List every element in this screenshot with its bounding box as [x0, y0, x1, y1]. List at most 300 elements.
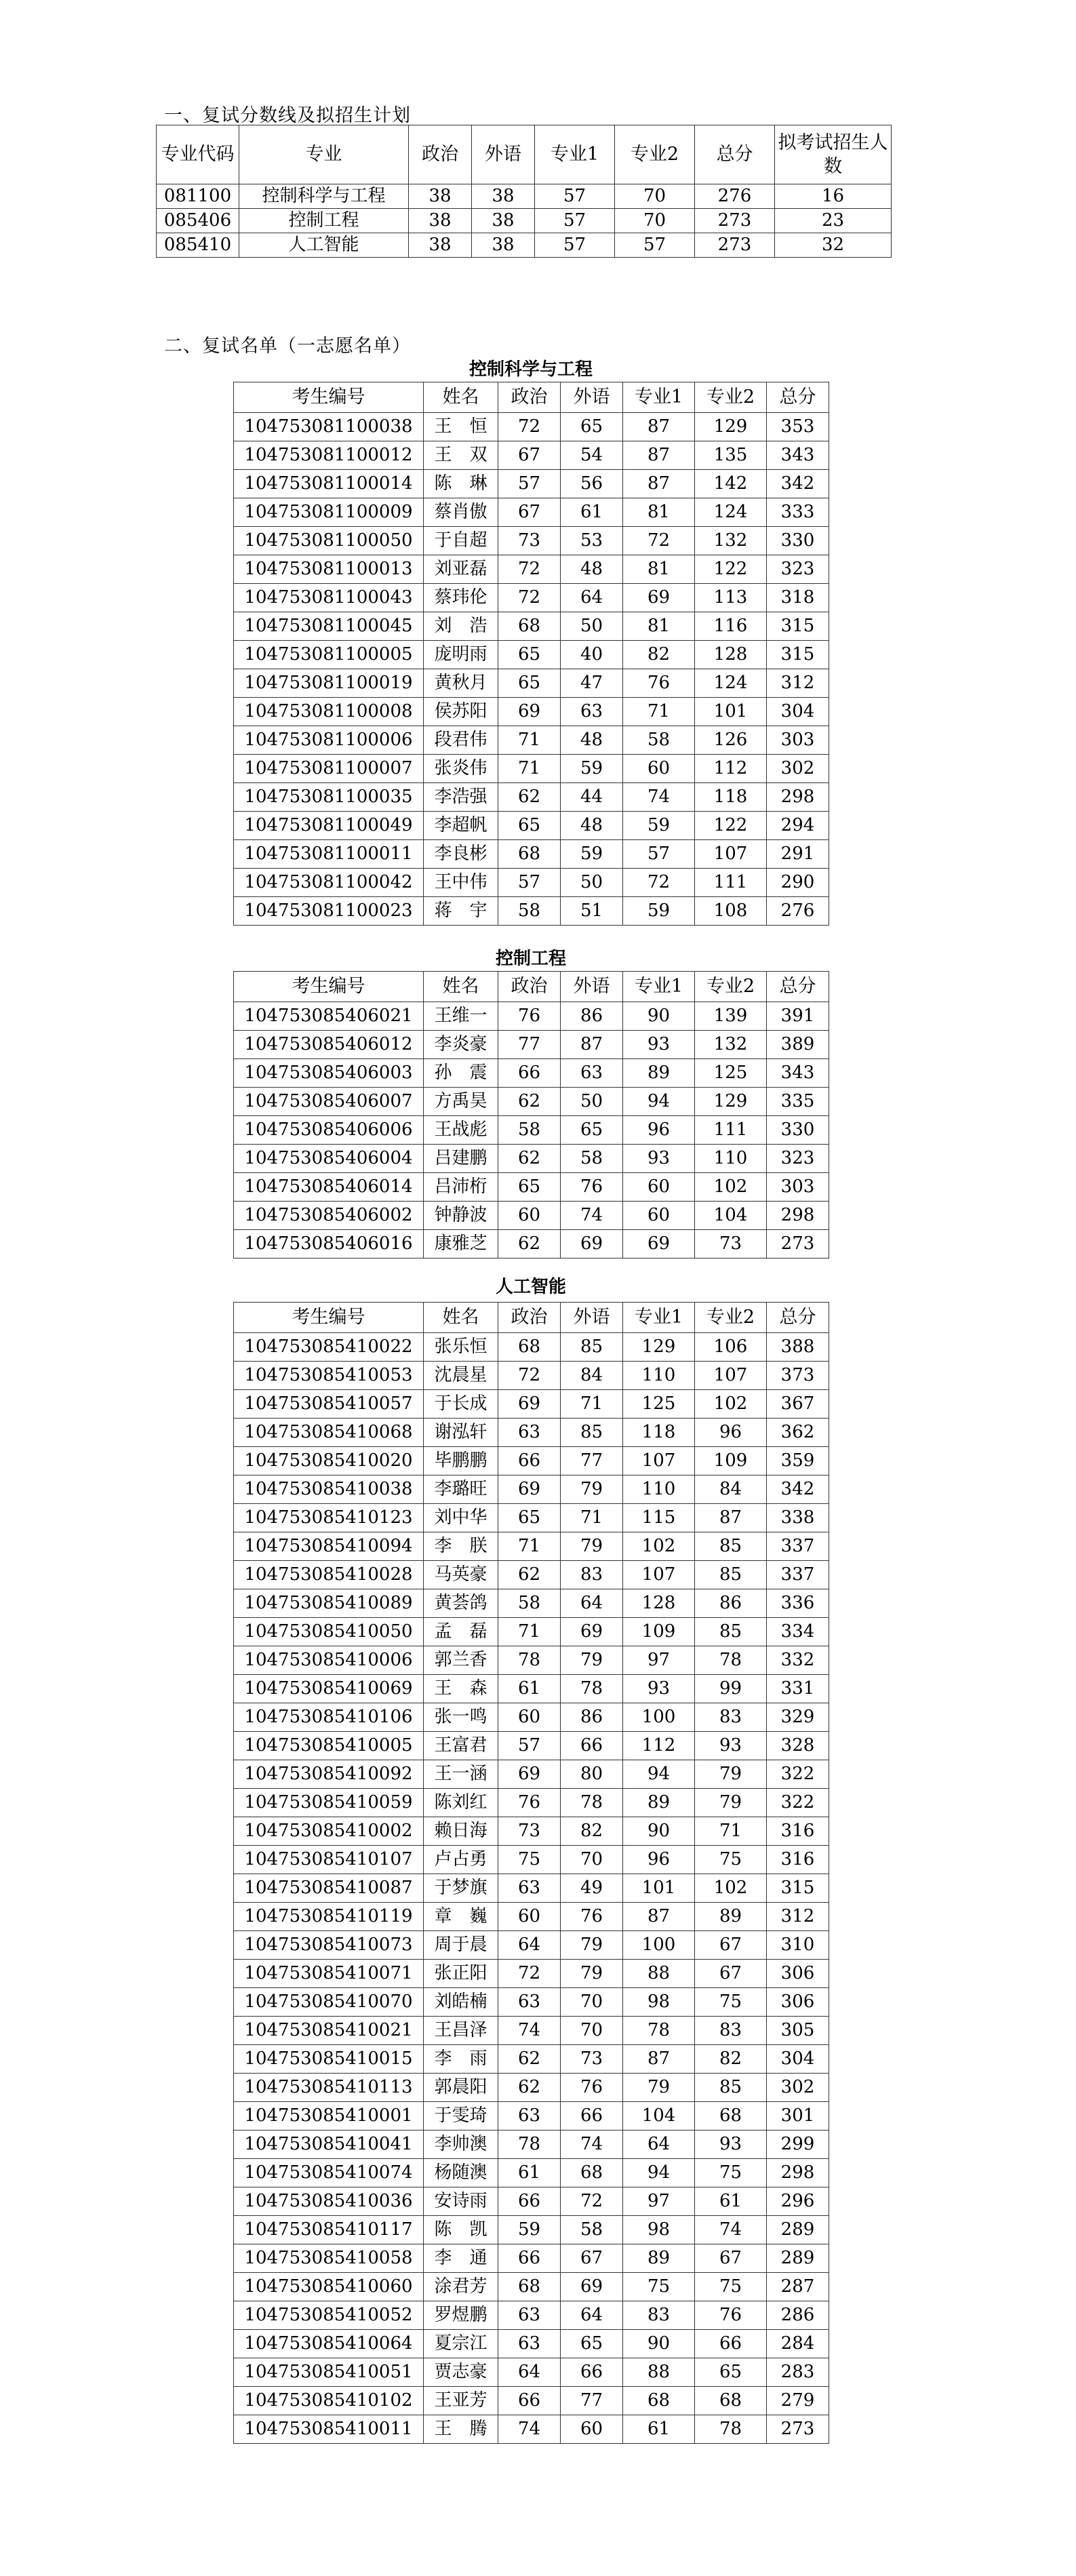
table-row — [234, 1362, 829, 1390]
table-cell: 93 — [623, 1031, 695, 1059]
table-row — [234, 2330, 829, 2358]
table-cell: 60 — [623, 755, 695, 783]
table-cell: 328 — [767, 1732, 829, 1760]
table-cell: 89 — [623, 1059, 695, 1088]
table-cell: 75 — [695, 1846, 767, 1874]
table-cell: 315 — [767, 641, 829, 669]
table-cell: 085410 — [157, 233, 239, 258]
table-cell: 104753085410002 — [234, 1817, 424, 1846]
table-cell: 59 — [561, 755, 623, 783]
table-row — [234, 1002, 829, 1031]
table-cell: 276 — [767, 897, 829, 926]
table-cell: 303 — [767, 1173, 829, 1202]
table-cell: 318 — [767, 584, 829, 612]
table-cell: 74 — [623, 783, 695, 812]
table-cell: 64 — [498, 1931, 561, 1960]
table-row — [157, 184, 892, 209]
column-header: 姓名 — [424, 972, 498, 1002]
table-cell: 89 — [623, 2244, 695, 2273]
table-cell: 132 — [695, 527, 767, 555]
table-cell: 338 — [767, 1504, 829, 1532]
table-cell: 101 — [623, 1874, 695, 1903]
table-cell: 342 — [767, 470, 829, 498]
table-row — [234, 1846, 829, 1874]
table-cell: 78 — [623, 2017, 695, 2045]
column-header: 考生编号 — [234, 972, 424, 1002]
table-cell: 85 — [561, 1333, 623, 1362]
table-cell: 104753081100042 — [234, 869, 424, 897]
table-row — [234, 2301, 829, 2330]
table-row — [234, 1817, 829, 1846]
table-row — [234, 2244, 829, 2273]
table-cell: 315 — [767, 1874, 829, 1903]
table-cell: 362 — [767, 1419, 829, 1447]
table-cell: 110 — [623, 1362, 695, 1390]
table-cell: 50 — [561, 612, 623, 641]
table-cell: 杨随澳 — [424, 2159, 498, 2187]
table-cell: 104753085410089 — [234, 1589, 424, 1618]
column-header: 专业2 — [615, 125, 695, 184]
table-cell: 57 — [498, 470, 561, 498]
table-cell: 73 — [498, 1817, 561, 1846]
table-cell: 63 — [561, 1059, 623, 1088]
table-cell: 104753085406002 — [234, 1202, 424, 1230]
table-cell: 60 — [498, 1903, 561, 1931]
admission-plan-table — [156, 125, 892, 258]
column-header: 总分 — [767, 382, 829, 413]
table-row — [234, 2159, 829, 2187]
table-row — [234, 2358, 829, 2387]
table-cell: 86 — [561, 1002, 623, 1031]
table-cell: 87 — [623, 2045, 695, 2074]
table-cell: 75 — [695, 2273, 767, 2301]
table-cell: 钟静波 — [424, 1202, 498, 1230]
table-cell: 104 — [695, 1202, 767, 1230]
table-row — [234, 2045, 829, 2074]
table-row — [157, 209, 892, 233]
column-header: 专业1 — [623, 1303, 695, 1333]
table-cell: 104753085410070 — [234, 1988, 424, 2017]
table-cell: 刘 浩 — [424, 612, 498, 641]
table-cell: 104753081100013 — [234, 555, 424, 584]
table-cell: 79 — [561, 1532, 623, 1561]
table-row — [234, 2131, 829, 2159]
table-cell: 68 — [695, 2102, 767, 2131]
table-row — [234, 669, 829, 698]
table-row — [234, 1059, 829, 1088]
table-row — [234, 1732, 829, 1760]
table-cell: 64 — [561, 584, 623, 612]
table-cell: 76 — [561, 2074, 623, 2102]
table-cell: 62 — [498, 1088, 561, 1116]
table-cell: 303 — [767, 726, 829, 755]
table-cell: 王 腾 — [424, 2415, 498, 2444]
column-header: 外语 — [561, 382, 623, 413]
table-cell: 104753085410060 — [234, 2273, 424, 2301]
table-cell: 273 — [767, 2415, 829, 2444]
table-cell: 61 — [623, 2415, 695, 2444]
table-cell: 104753085410006 — [234, 1646, 424, 1675]
table-cell: 78 — [695, 2415, 767, 2444]
table-cell: 113 — [695, 584, 767, 612]
table-row — [234, 1874, 829, 1903]
table-cell: 128 — [695, 641, 767, 669]
table-cell: 301 — [767, 2102, 829, 2131]
table-cell: 107 — [623, 1561, 695, 1589]
table-cell: 76 — [498, 1002, 561, 1031]
table-cell: 75 — [695, 1988, 767, 2017]
table-cell: 于雯琦 — [424, 2102, 498, 2131]
table-cell: 106 — [695, 1333, 767, 1362]
table-cell: 谢泓轩 — [424, 1419, 498, 1447]
table-cell: 273 — [695, 233, 775, 258]
table-cell: 104753081100005 — [234, 641, 424, 669]
table-cell: 129 — [623, 1333, 695, 1362]
table-cell: 104753081100038 — [234, 413, 424, 441]
table-cell: 337 — [767, 1532, 829, 1561]
table-cell: 78 — [498, 1646, 561, 1675]
table-cell: 69 — [498, 1390, 561, 1419]
table-cell: 38 — [409, 233, 472, 258]
table-cell: 329 — [767, 1703, 829, 1732]
table-cell: 63 — [498, 2102, 561, 2131]
table-cell: 108 — [695, 897, 767, 926]
column-header: 政治 — [498, 972, 561, 1002]
table-cell: 83 — [695, 1703, 767, 1732]
table-cell: 38 — [472, 233, 535, 258]
table-row — [234, 2102, 829, 2131]
table-cell: 104753081100035 — [234, 783, 424, 812]
table-cell: 110 — [695, 1145, 767, 1173]
table-cell: 104753085410011 — [234, 2415, 424, 2444]
table-cell: 322 — [767, 1789, 829, 1817]
table-cell: 63 — [498, 1988, 561, 2017]
table-cell: 129 — [695, 413, 767, 441]
table-cell: 吕沛桁 — [424, 1173, 498, 1202]
table-cell: 273 — [695, 209, 775, 233]
table-cell: 100 — [623, 1703, 695, 1732]
table-cell: 60 — [561, 2415, 623, 2444]
table-cell: 90 — [623, 2330, 695, 2358]
table-row — [234, 1931, 829, 1960]
table-cell: 蔡玮伦 — [424, 584, 498, 612]
table-row — [234, 2273, 829, 2301]
table-cell: 286 — [767, 2301, 829, 2330]
table-cell: 孟 磊 — [424, 1618, 498, 1646]
table-row — [234, 840, 829, 869]
table-cell: 陈刘红 — [424, 1789, 498, 1817]
table-cell: 63 — [498, 2301, 561, 2330]
table-cell: 58 — [498, 897, 561, 926]
table-cell: 王富君 — [424, 1732, 498, 1760]
table-cell: 104753085406003 — [234, 1059, 424, 1088]
table-cell: 64 — [498, 2358, 561, 2387]
table-cell: 336 — [767, 1589, 829, 1618]
table-cell: 蔡肖傲 — [424, 498, 498, 527]
table-cell: 96 — [623, 1116, 695, 1145]
table-cell: 69 — [498, 1475, 561, 1504]
table-cell: 76 — [498, 1789, 561, 1817]
table-row — [234, 1202, 829, 1230]
table-cell: 68 — [498, 1333, 561, 1362]
column-header: 外语 — [561, 972, 623, 1002]
table-row — [234, 1390, 829, 1419]
table-cell: 122 — [695, 555, 767, 584]
table-cell: 孙 震 — [424, 1059, 498, 1088]
table-cell: 104753081100023 — [234, 897, 424, 926]
table-row — [234, 612, 829, 641]
table-cell: 控制科学与工程 — [239, 184, 409, 209]
table-cell: 104753085410094 — [234, 1532, 424, 1561]
table-cell: 王维一 — [424, 1002, 498, 1031]
table-cell: 111 — [695, 1116, 767, 1145]
table-cell: 62 — [498, 1145, 561, 1173]
table-cell: 32 — [775, 233, 892, 258]
table-cell: 58 — [498, 1116, 561, 1145]
table-cell: 104753085410015 — [234, 2045, 424, 2074]
section2-title: 二、复试名单（一志愿名单） — [164, 336, 411, 357]
table-cell: 111 — [695, 869, 767, 897]
table-cell: 104753085410073 — [234, 1931, 424, 1960]
table-cell: 104753085410102 — [234, 2387, 424, 2415]
table-row — [234, 2187, 829, 2216]
table-cell: 322 — [767, 1760, 829, 1789]
table-cell: 316 — [767, 1846, 829, 1874]
table-cell: 104753081100019 — [234, 669, 424, 698]
column-header: 考生编号 — [234, 382, 424, 413]
group-caption: 控制工程 — [495, 949, 566, 969]
table-cell: 337 — [767, 1561, 829, 1589]
table-cell: 94 — [623, 1088, 695, 1116]
table-row — [234, 698, 829, 726]
table-cell: 81 — [623, 498, 695, 527]
table-row — [234, 1504, 829, 1532]
group-caption: 人工智能 — [495, 1277, 566, 1297]
table-cell: 104753085406014 — [234, 1173, 424, 1202]
table-cell: 李炎豪 — [424, 1031, 498, 1059]
table-header-row — [234, 1303, 829, 1333]
table-row — [234, 1646, 829, 1675]
table-cell: 94 — [623, 1760, 695, 1789]
table-cell: 312 — [767, 1903, 829, 1931]
table-cell: 48 — [561, 812, 623, 840]
table-cell: 38 — [409, 184, 472, 209]
table-cell: 116 — [695, 612, 767, 641]
table-cell: 李 朕 — [424, 1532, 498, 1561]
table-cell: 72 — [561, 2187, 623, 2216]
table-cell: 63 — [498, 2330, 561, 2358]
table-cell: 53 — [561, 527, 623, 555]
table-cell: 104753081100043 — [234, 584, 424, 612]
table-cell: 125 — [623, 1390, 695, 1419]
table-cell: 77 — [561, 1447, 623, 1475]
table-cell: 卢占勇 — [424, 1846, 498, 1874]
column-header: 专业1 — [623, 972, 695, 1002]
table-cell: 124 — [695, 669, 767, 698]
table-cell: 323 — [767, 1145, 829, 1173]
table-cell: 66 — [498, 2244, 561, 2273]
table-cell: 93 — [623, 1675, 695, 1703]
table-cell: 庞明雨 — [424, 641, 498, 669]
table-cell: 287 — [767, 2273, 829, 2301]
table-cell: 65 — [695, 2358, 767, 2387]
column-header: 总分 — [767, 972, 829, 1002]
table-cell: 331 — [767, 1675, 829, 1703]
column-header: 总分 — [695, 125, 775, 184]
table-cell: 290 — [767, 869, 829, 897]
column-header: 专业2 — [695, 382, 767, 413]
table-cell: 89 — [695, 1903, 767, 1931]
table-cell: 68 — [498, 612, 561, 641]
table-cell: 67 — [498, 441, 561, 470]
table-cell: 104753081100008 — [234, 698, 424, 726]
table-cell: 69 — [561, 2273, 623, 2301]
table-cell: 贾志豪 — [424, 2358, 498, 2387]
column-header: 专业代码 — [157, 125, 239, 184]
table-cell: 62 — [498, 1561, 561, 1589]
column-header: 专业1 — [623, 382, 695, 413]
table-cell: 67 — [498, 498, 561, 527]
table-cell: 张正阳 — [424, 1960, 498, 1988]
table-row — [234, 726, 829, 755]
table-cell: 72 — [498, 584, 561, 612]
table-cell: 104753085410020 — [234, 1447, 424, 1475]
table-cell: 王 森 — [424, 1675, 498, 1703]
table-cell: 夏宗江 — [424, 2330, 498, 2358]
table-cell: 38 — [472, 184, 535, 209]
table-cell: 306 — [767, 1960, 829, 1988]
table-cell: 85 — [695, 1561, 767, 1589]
table-cell: 77 — [561, 2387, 623, 2415]
table-cell: 86 — [695, 1589, 767, 1618]
table-cell: 315 — [767, 612, 829, 641]
table-cell: 104753085410117 — [234, 2216, 424, 2244]
candidate-table — [233, 971, 829, 1259]
table-cell: 57 — [535, 184, 615, 209]
table-cell: 74 — [695, 2216, 767, 2244]
table-row — [234, 1532, 829, 1561]
table-cell: 70 — [561, 1988, 623, 2017]
table-cell: 343 — [767, 441, 829, 470]
table-cell: 60 — [623, 1173, 695, 1202]
table-cell: 330 — [767, 1116, 829, 1145]
table-cell: 85 — [695, 2074, 767, 2102]
table-cell: 85 — [695, 1618, 767, 1646]
table-cell: 68 — [695, 2387, 767, 2415]
table-row — [234, 527, 829, 555]
table-cell: 87 — [623, 441, 695, 470]
table-cell: 109 — [695, 1447, 767, 1475]
table-cell: 139 — [695, 1002, 767, 1031]
table-cell: 93 — [695, 2131, 767, 2159]
table-cell: 99 — [695, 1675, 767, 1703]
table-row — [234, 1419, 829, 1447]
table-cell: 70 — [615, 184, 695, 209]
table-cell: 63 — [498, 1419, 561, 1447]
table-cell: 刘亚磊 — [424, 555, 498, 584]
table-cell: 吕建鹏 — [424, 1145, 498, 1173]
table-cell: 87 — [561, 1031, 623, 1059]
table-cell: 104753085410123 — [234, 1504, 424, 1532]
table-cell: 98 — [623, 2216, 695, 2244]
table-row — [234, 1031, 829, 1059]
table-cell: 60 — [498, 1703, 561, 1732]
table-cell: 57 — [498, 1732, 561, 1760]
table-cell: 57 — [623, 840, 695, 869]
table-cell: 104753085406006 — [234, 1116, 424, 1145]
table-cell: 104753085410028 — [234, 1561, 424, 1589]
table-cell: 104753081100012 — [234, 441, 424, 470]
table-cell: 66 — [498, 2187, 561, 2216]
table-cell: 323 — [767, 555, 829, 584]
table-cell: 黄秋月 — [424, 669, 498, 698]
column-header: 姓名 — [424, 382, 498, 413]
table-row — [234, 1088, 829, 1116]
table-cell: 87 — [695, 1504, 767, 1532]
table-cell: 69 — [498, 698, 561, 726]
table-row — [234, 1333, 829, 1362]
table-cell: 58 — [561, 2216, 623, 2244]
table-cell: 65 — [561, 1116, 623, 1145]
table-cell: 侯苏阳 — [424, 698, 498, 726]
table-cell: 98 — [623, 1988, 695, 2017]
table-cell: 135 — [695, 441, 767, 470]
table-cell: 62 — [498, 783, 561, 812]
column-header: 考生编号 — [234, 1303, 424, 1333]
table-row — [234, 869, 829, 897]
table-cell: 16 — [775, 184, 892, 209]
table-cell: 104753085406004 — [234, 1145, 424, 1173]
table-cell: 76 — [561, 1173, 623, 1202]
table-cell: 63 — [498, 1874, 561, 1903]
table-cell: 79 — [695, 1789, 767, 1817]
table-cell: 刘中华 — [424, 1504, 498, 1532]
table-cell: 101 — [695, 698, 767, 726]
table-cell: 104753085410051 — [234, 2358, 424, 2387]
table-cell: 于自超 — [424, 527, 498, 555]
table-cell: 控制工程 — [239, 209, 409, 233]
table-cell: 79 — [561, 1931, 623, 1960]
table-cell: 72 — [498, 1960, 561, 1988]
table-cell: 毕鹏鹏 — [424, 1447, 498, 1475]
table-cell: 罗煜鹏 — [424, 2301, 498, 2330]
table-cell: 296 — [767, 2187, 829, 2216]
column-header: 政治 — [498, 382, 561, 413]
table-cell: 65 — [561, 2330, 623, 2358]
table-cell: 65 — [498, 669, 561, 698]
table-cell: 96 — [695, 1419, 767, 1447]
table-cell: 75 — [623, 2273, 695, 2301]
table-cell: 77 — [498, 1031, 561, 1059]
table-cell: 115 — [623, 1504, 695, 1532]
table-cell: 65 — [498, 1504, 561, 1532]
table-cell: 79 — [623, 2074, 695, 2102]
table-cell: 57 — [498, 869, 561, 897]
column-header: 专业1 — [535, 125, 615, 184]
table-row — [234, 1703, 829, 1732]
table-cell: 66 — [498, 1447, 561, 1475]
table-cell: 65 — [498, 641, 561, 669]
table-cell: 302 — [767, 755, 829, 783]
table-cell: 71 — [561, 1390, 623, 1419]
table-cell: 373 — [767, 1362, 829, 1390]
table-cell: 王 恒 — [424, 413, 498, 441]
table-cell: 104753085410106 — [234, 1703, 424, 1732]
table-cell: 章 巍 — [424, 1903, 498, 1931]
table-cell: 343 — [767, 1059, 829, 1088]
table-cell: 305 — [767, 2017, 829, 2045]
table-cell: 298 — [767, 783, 829, 812]
